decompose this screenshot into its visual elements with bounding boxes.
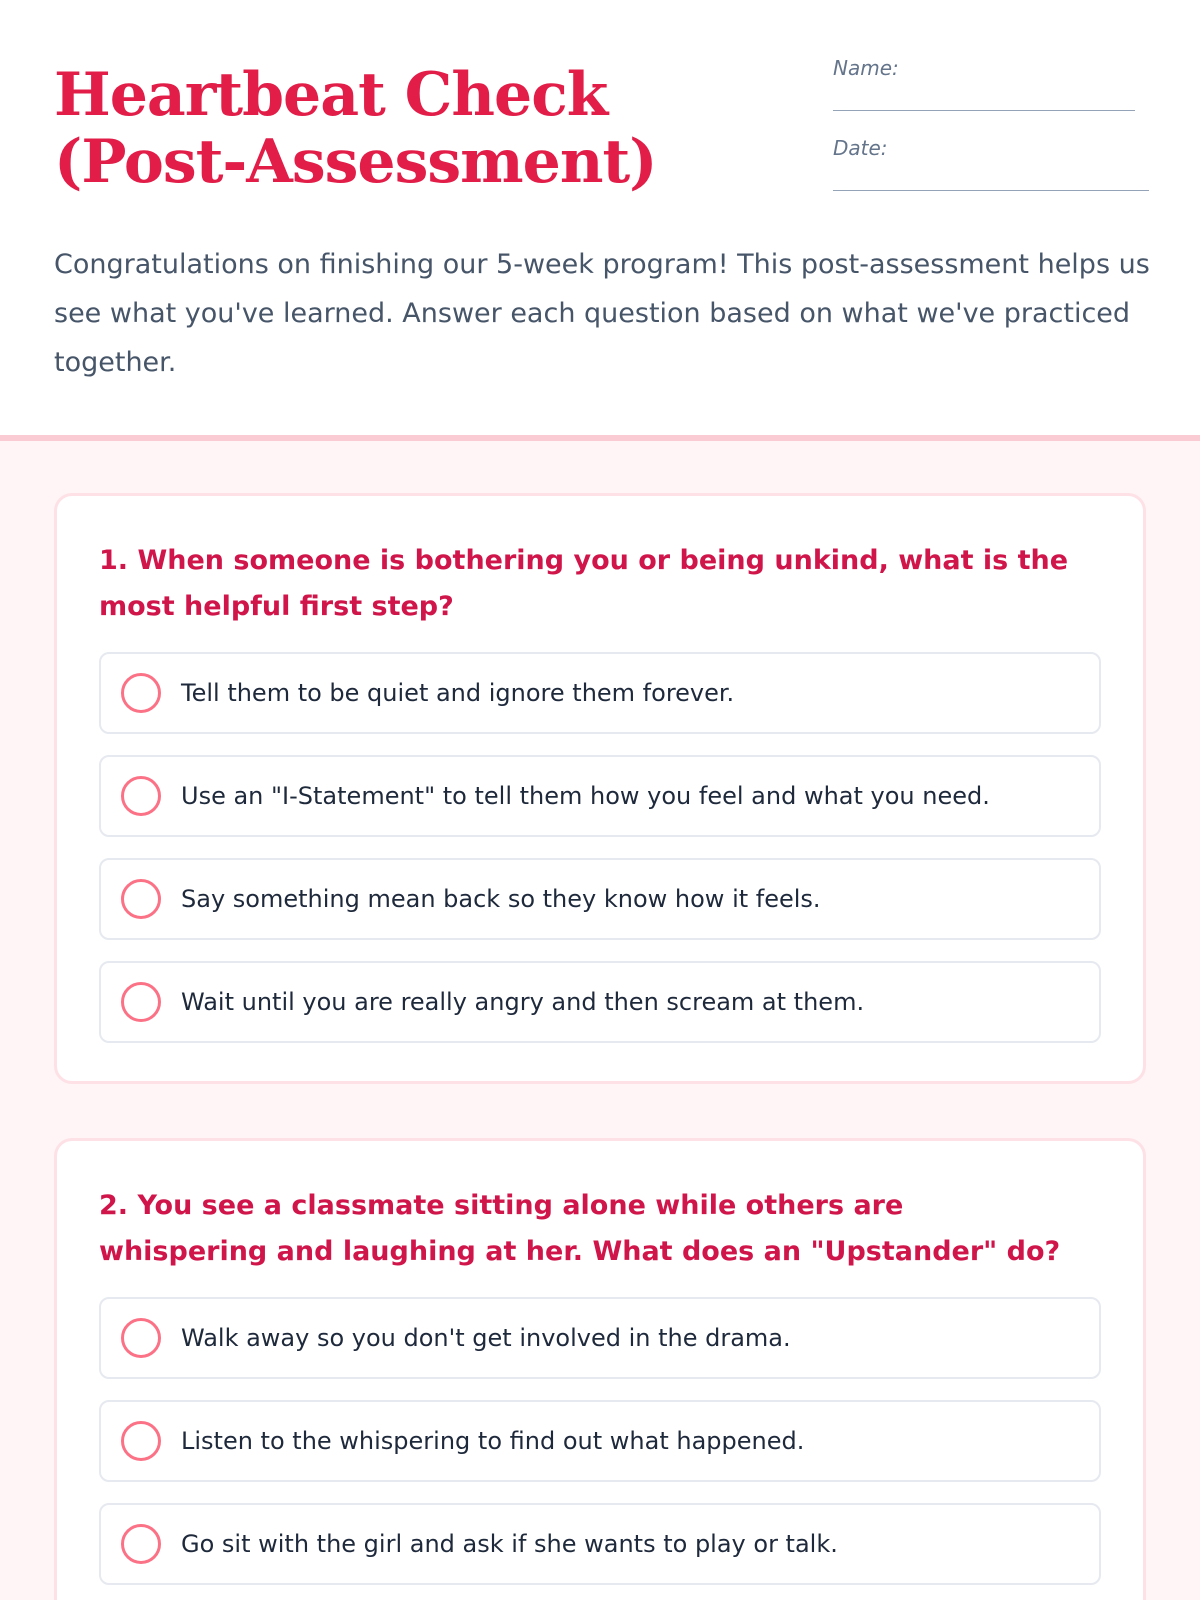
- radio-circle-icon[interactable]: [121, 1421, 161, 1461]
- radio-circle-icon[interactable]: [121, 982, 161, 1022]
- question-card: [54, 493, 1146, 1084]
- answer-option[interactable]: [99, 858, 1101, 940]
- answer-option-label: Use an "I-Statement" to tell them how you feel and what you need.: [181, 782, 990, 810]
- answer-option-label: Listen to the whispering to find out what happened.: [181, 1427, 805, 1455]
- answer-option-label: Walk away so you don't get involved in the drama.: [181, 1324, 791, 1352]
- answer-option[interactable]: [99, 961, 1101, 1043]
- radio-circle-icon[interactable]: [121, 1318, 161, 1358]
- answer-option[interactable]: [99, 1297, 1101, 1379]
- question-text: 1. When someone is bothering you or being unkind, what is the most helpful first step?: [99, 545, 1069, 622]
- answer-option-label: Go sit with the girl and ask if she wants to play or talk.: [181, 1530, 838, 1558]
- radio-circle-icon[interactable]: [121, 776, 161, 816]
- name-field[interactable]: [833, 109, 1135, 111]
- answer-option[interactable]: [99, 1503, 1101, 1585]
- radio-circle-icon[interactable]: [121, 1524, 161, 1564]
- page-title: Heartbeat Check (Post-Assessment): [54, 60, 657, 197]
- date-field[interactable]: [833, 189, 1149, 191]
- radio-circle-icon[interactable]: [121, 879, 161, 919]
- answer-option[interactable]: [99, 755, 1101, 837]
- answer-option[interactable]: [99, 652, 1101, 734]
- answer-option-label: Wait until you are really angry and then scream at them.: [181, 988, 865, 1016]
- question-text: 2. You see a classmate sitting alone while others are whispering and laughing at her. What does an "Upstander" do?: [99, 1190, 1061, 1267]
- student-info: [833, 56, 1149, 191]
- radio-circle-icon[interactable]: [121, 673, 161, 713]
- answer-option-label: Say something mean back so they know how it feels.: [181, 885, 821, 913]
- name-label: Name:: [833, 56, 899, 80]
- answer-option-label: Tell them to be quiet and ignore them forever.: [181, 679, 735, 707]
- question-card: [54, 1138, 1146, 1600]
- date-label: Date:: [833, 136, 888, 160]
- page-header: [0, 0, 1200, 441]
- intro-text: Congratulations on finishing our 5-week program! This post-assessment helps us see what you've learned. Answer each question based on what we've practiced together.: [54, 249, 1150, 378]
- questions-area: [0, 441, 1200, 1600]
- answer-option[interactable]: [99, 1400, 1101, 1482]
